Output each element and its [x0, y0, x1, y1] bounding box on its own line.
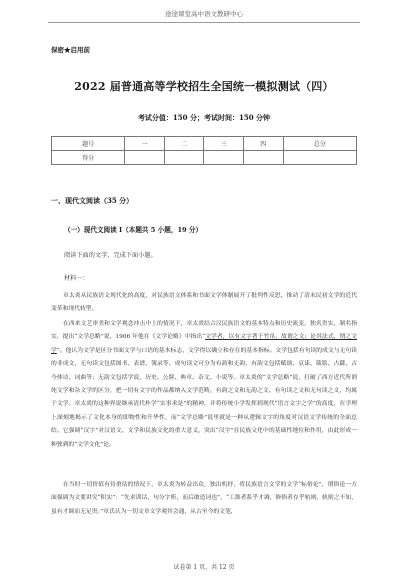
page-header: 途途课堂高中语文教研中心	[165, 10, 243, 18]
underlined-quote: 文学者，以有文字著于竹帛，故谓之文；论其法式，谓之文学	[51, 334, 357, 354]
score-header-cell: 一	[125, 137, 165, 151]
score-cell[interactable]	[283, 151, 356, 165]
score-cell[interactable]	[164, 151, 204, 165]
header-divider	[48, 22, 360, 23]
exam-title: 2022 届普通高等学校招生全国统一模拟测试（四）	[74, 80, 334, 93]
score-cell[interactable]	[125, 151, 165, 165]
score-row-label: 得分	[52, 151, 125, 165]
reading-instruction: 阅读下面的文字，完成下面小题。	[64, 252, 157, 259]
page-footer: 试卷第 1 页，共 12 页	[173, 564, 235, 571]
subsection-heading: （一）现代文阅读 I（本题共 5 小题，19 分）	[64, 226, 203, 234]
paragraph-1: 章太炎从民族语文现代化的高度，对民族语文体系和书面文学体制展开了批判性反思，推动了清末民初文学的近代变革和现代转型。	[51, 293, 357, 313]
score-header-cell: 二	[164, 137, 204, 151]
paragraph-3: 在当时一切价值有待重估的情况下，章太炎为转益出众，独出机杼，将民族语言文学的文学“标俗论”，谓俗论一方面强调为文要讲究“积实”：“先求训诂，句分字析，而后敢造词也”，“工拙者系乎才调，修俗者存乎轨则，轨则之不知，虽有才调而无足贵。”章氏认为一切文章文学观其会通，从古至今的文笔，	[51, 482, 357, 515]
exam-subtitle: 考试分值：150 分；考试时间：150 分钟	[137, 113, 271, 122]
score-cell[interactable]	[244, 151, 284, 165]
score-cell[interactable]	[204, 151, 244, 165]
score-header-cell: 题号	[52, 137, 125, 151]
score-table-header-row	[52, 137, 357, 151]
paragraph-2	[51, 318, 357, 452]
secret-label: 保密★启用前	[51, 46, 90, 54]
paragraph-2-body: ”。他认为文学是区分书面文学与口语的基本标志，文学得以确立和存在的基本指标。文学包括有句读的成文与无句读的非成文，无句读文包括图书、表谱、簿录等。成句读文可分为有韵和无韵，有韵文包括赋颂、哀诔、箴铭、占繇、古今体诗、词曲等；无韵文包括学说、历史、公牍、典章、杂文、小说等。章太炎的“文学总略”说，打破了西方近代所谓纯文学和杂文学的区分，把一切有文字的作品都纳入文学范畴，有韵之文和无韵之文、有句读之文和无句读之文，均属于文学。章太炎的这种界说继承清代朴学“实事求是”的精神，并将传统小学发挥到现代“语言文字之学”的高度，在学理上深刻地揭示了文化本身的即物性和升华性，而“文学总略”说里就是一种从逻辑文字的角度对汉语文学传统的全面总结。它强调“汉字”对汉语文、文学和民族文化的重大意义，突出“汉字”在民族文化中的基础性地位和作用，由此形成一种独到的“文学文化”论。	[51, 347, 357, 448]
score-header-cell: 四	[244, 137, 284, 151]
score-table-score-row	[52, 151, 357, 165]
material-label: 材料一：	[64, 275, 89, 282]
score-header-cell: 总分	[283, 137, 356, 151]
section-heading: 一、现代文阅读（35 分）	[51, 196, 134, 205]
score-header-cell: 三	[204, 137, 244, 151]
score-table	[51, 136, 357, 165]
paragraph-2-lead: 在西来文艺审美和文学观念冲击中上的情况下，章太炎结合汉民族语文的基本特点和历史流变，独名贵实，制名指实，提出“文学总略”说，1906 年他在《文学论略》中指出“	[51, 321, 357, 341]
